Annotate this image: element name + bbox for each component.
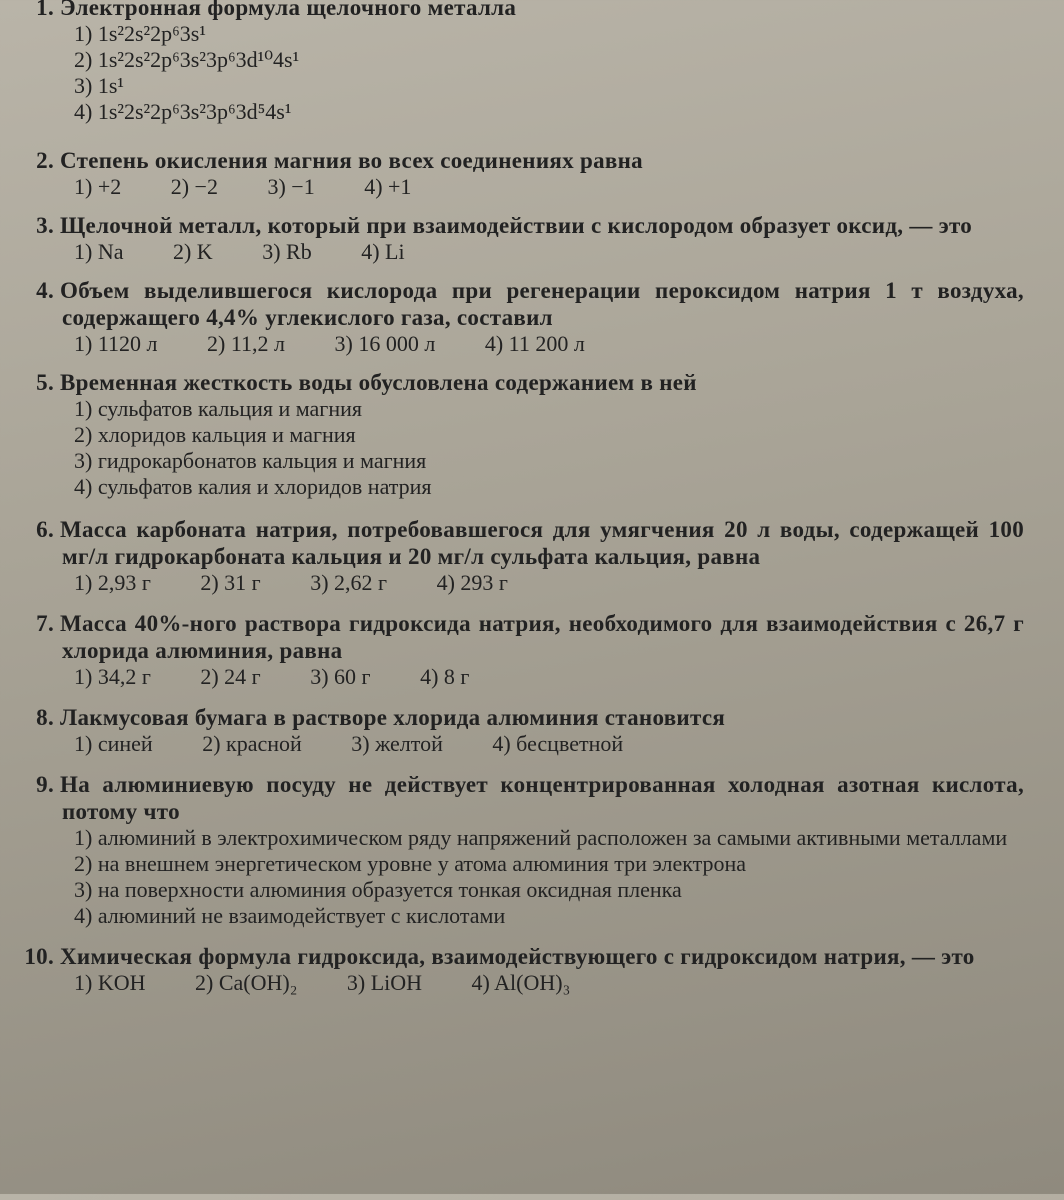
question-number: 2.	[36, 148, 54, 173]
option: 3) 16 000 л	[334, 331, 436, 356]
option: 4) 8 г	[420, 664, 470, 689]
question-text: Масса карбоната натрия, потребовавшегося для умягчения 20 л воды, содержащей 100 мг/л гидрокарбоната кальция и 20 мг/л сульфата кальция, равна	[60, 517, 1024, 569]
question-text: Лакмусовая бумага в растворе хлорида алюминия становится	[60, 705, 726, 730]
option: 2) на внешнем энергетическом уровне у атома алюминия три электрона	[74, 851, 747, 876]
options-row	[14, 239, 1024, 265]
option: 4) +1	[364, 174, 412, 199]
question-1	[14, 0, 1024, 125]
option: 4) бесцветной	[492, 731, 624, 756]
question-number: 10.	[24, 944, 54, 969]
option: 2) Ca(OH)₂	[195, 970, 298, 995]
option: 4) 293 г	[436, 570, 508, 595]
option: 2) 1s²2s²2p⁶3s²3p⁶3d¹⁰4s¹	[74, 47, 300, 72]
option: 3) 1s¹	[74, 73, 124, 98]
option: 1) 1s²2s²2p⁶3s¹	[74, 21, 206, 46]
option: 3) −1	[267, 174, 315, 199]
option: 1) KOH	[74, 970, 146, 995]
option: 2) 31 г	[200, 570, 261, 595]
option: 2) красной	[202, 731, 302, 756]
question-number: 4.	[36, 278, 54, 303]
option: 3) LiOH	[346, 970, 423, 995]
question-text: Химическая формула гидроксида, взаимодействующего с гидроксидом натрия, — это	[60, 944, 975, 969]
option: 2) −2	[170, 174, 218, 199]
question-number: 5.	[36, 370, 54, 395]
option: 1) алюминий в электрохимическом ряду напряжений расположен за самыми активными металлами	[74, 825, 1008, 850]
option: 3) Rb	[262, 239, 312, 264]
option: 2) 24 г	[200, 664, 261, 689]
option: 1) 34,2 г	[74, 664, 151, 689]
question-text: Временная жесткость воды обусловлена содержанием в ней	[60, 370, 697, 395]
question-number: 6.	[36, 517, 54, 542]
question-8	[14, 704, 1024, 757]
options-row	[14, 664, 1024, 690]
option: 1) сульфатов кальция и магния	[74, 396, 362, 421]
question-number: 3.	[36, 213, 54, 238]
option: 3) 2,62 г	[310, 570, 388, 595]
option: 1) Na	[74, 239, 124, 264]
option: 4) сульфатов калия и хлоридов натрия	[74, 474, 432, 499]
question-number: 7.	[36, 611, 54, 636]
option: 3) на поверхности алюминия образуется тонкая оксидная пленка	[74, 877, 682, 902]
question-text: Объем выделившегося кислорода при регенерации пероксидом натрия 1 т воздуха, содержащего 4,4% углекислого газа, составил	[60, 278, 1024, 330]
option: 4) алюминий не взаимодействует с кислотами	[74, 903, 506, 928]
option: 1) 1120 л	[74, 331, 158, 356]
options-row	[14, 731, 1024, 757]
option: 4) Al(OH)₃	[471, 970, 571, 995]
question-number: 1.	[36, 0, 54, 20]
option: 3) желтой	[351, 731, 443, 756]
question-9	[14, 771, 1024, 929]
option: 1) +2	[74, 174, 122, 199]
question-4	[14, 277, 1024, 357]
question-number: 8.	[36, 705, 54, 730]
question-number: 9.	[36, 772, 54, 797]
option: 2) хлоридов кальция и магния	[74, 422, 356, 447]
question-2	[14, 147, 1024, 200]
option: 4) 11 200 л	[484, 331, 585, 356]
question-3	[14, 212, 1024, 265]
option: 2) K	[172, 239, 213, 264]
option: 1) синей	[74, 731, 153, 756]
question-6	[14, 516, 1024, 596]
question-5	[14, 369, 1024, 500]
option: 3) гидрокарбонатов кальция и магния	[74, 448, 427, 473]
question-7	[14, 610, 1024, 690]
question-text: Щелочной металл, который при взаимодействии с кислородом образует оксид, — это	[60, 213, 973, 238]
question-text: На алюминиевую посуду не действует концентрированная холодная азотная кислота, потому что	[60, 772, 1024, 824]
options-row	[14, 570, 1024, 596]
option: 2) 11,2 л	[207, 331, 285, 356]
question-text: Электронная формула щелочного металла	[60, 0, 517, 20]
options-row	[14, 970, 1024, 996]
option: 3) 60 г	[310, 664, 371, 689]
option: 1) 2,93 г	[74, 570, 151, 595]
option: 4) 1s²2s²2p⁶3s²3p⁶3d⁵4s¹	[74, 99, 292, 124]
question-text: Масса 40%-ного раствора гидроксида натрия, необходимого для взаимодействия с 26,7 г хлорида алюминия, равна	[60, 611, 1024, 663]
question-text: Степень окисления магния во всех соединениях равна	[60, 148, 643, 173]
option: 4) Li	[361, 239, 405, 264]
options-row	[14, 174, 1024, 200]
question-10	[14, 943, 1024, 996]
options-row	[14, 331, 1024, 357]
